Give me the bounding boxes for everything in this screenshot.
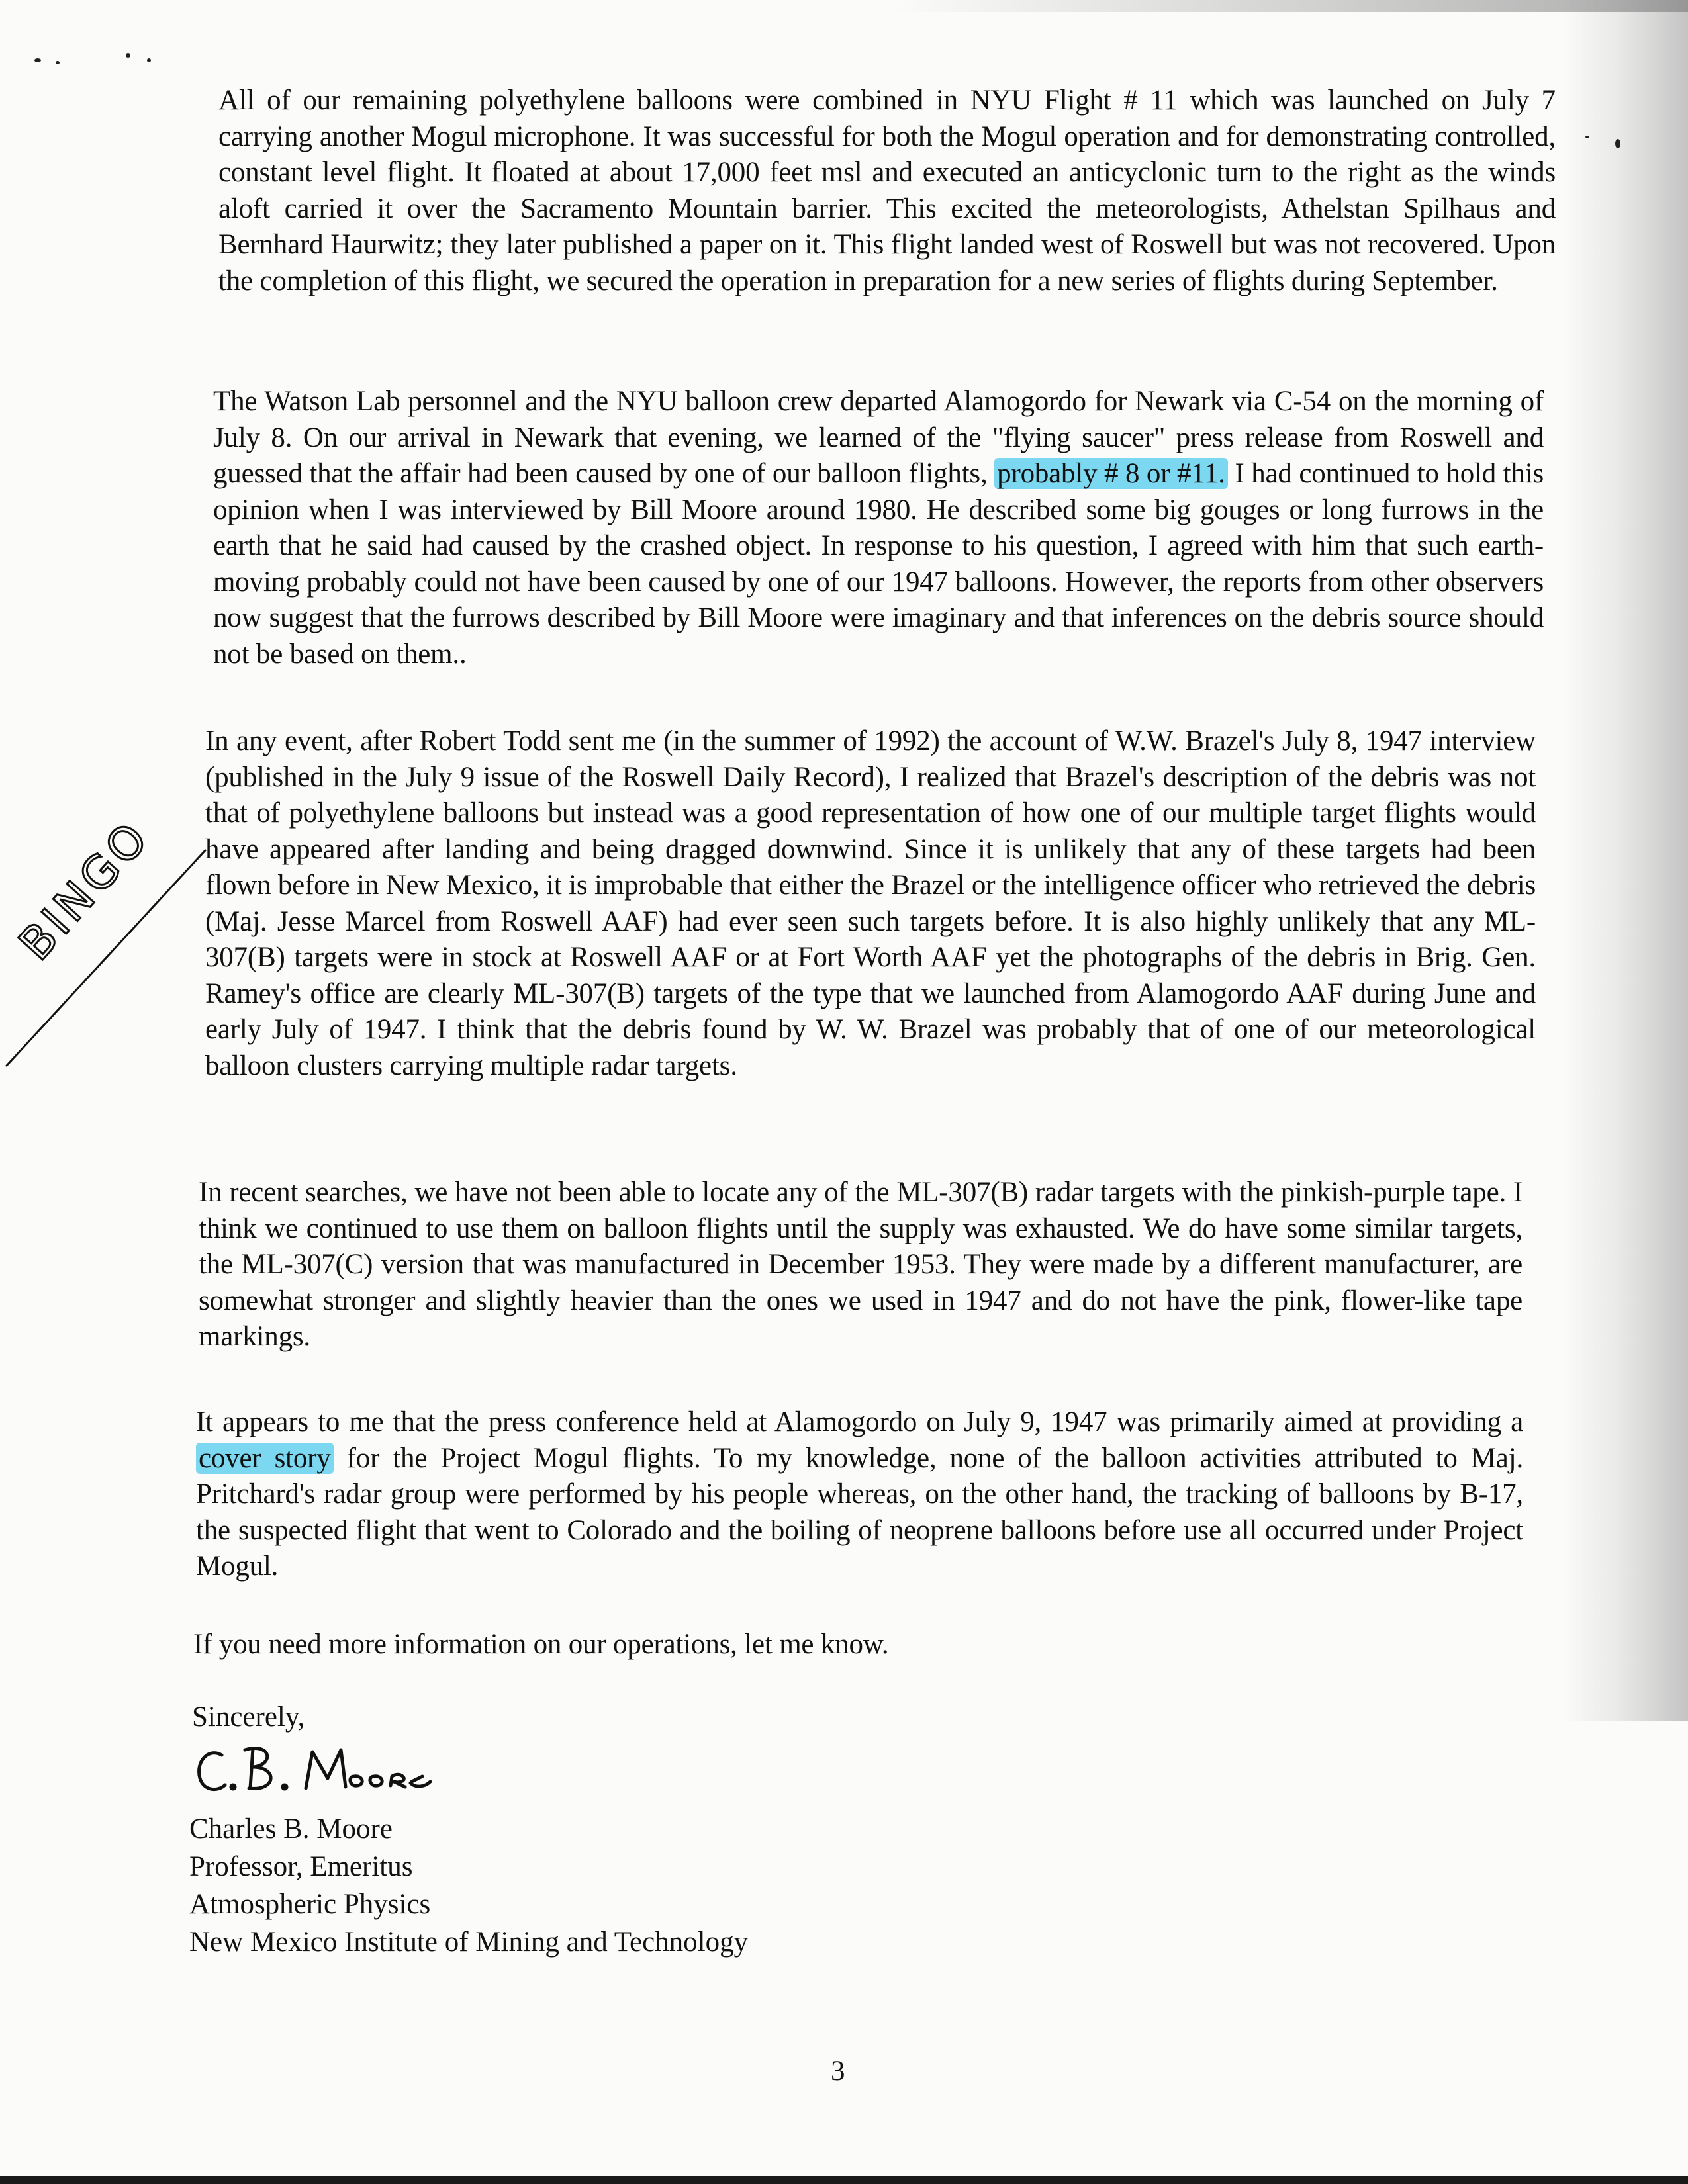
paragraph-text: In recent searches, we have not been able to locate any of the ML-307(B) radar targets with the pinkish-purple tape. I think we continued to use them on balloon flights until the supply was exhausted. We do have some similar targets, the ML-307(C) version that was manufactured in December 1953. They were made by a different manufacturer, are somewhat stronger and slightly heavier than the ones we used in 1947 and do not have the pink, flower-like tape markings.	[199, 1177, 1523, 1352]
scan-speck	[34, 58, 41, 62]
scan-speck	[147, 58, 151, 62]
highlighted-text-probably-8-or-11: probably # 8 or #11.	[994, 458, 1228, 489]
page-number: 3	[831, 2056, 845, 2087]
paragraph-brazel-debris	[205, 723, 1536, 1084]
scan-shadow-right	[1562, 0, 1688, 1721]
paragraph-text: If you need more information on our operations, let me know.	[193, 1629, 889, 1660]
scan-edge-bottom	[0, 2176, 1688, 2184]
paragraph-flight-11	[218, 83, 1556, 299]
signatory-name: Charles B. Moore	[189, 1813, 393, 1844]
paragraph-newark-departure	[213, 384, 1544, 672]
scan-shadow-top	[894, 0, 1688, 12]
scan-speck	[1585, 136, 1589, 138]
paragraph-radar-targets	[199, 1175, 1523, 1355]
scan-speck	[1615, 139, 1620, 148]
margin-annotation-bingo	[0, 814, 212, 1092]
signature-block	[189, 1810, 748, 1961]
margin-annotation-text: BINGO	[9, 814, 161, 971]
signatory-institution: New Mexico Institute of Mining and Technology	[189, 1927, 749, 1958]
paragraph-text-before: The Watson Lab personnel and the NYU balloon crew departed Alamogordo for Newark via C-54 on the morning of July 8. On our arrival in Newark that evening, we learned of the "flying saucer" press release from Roswell and guessed that the affair had been caused by one of our balloon flights,	[213, 386, 1544, 489]
paragraph-text-after: for the Project Mogul flights. To my knowledge, none of the balloon activities attributed to Maj. Pritchard's radar group were performed by his people whereas, on the other hand, the tracking of balloons by B-17, the suspected flight that went to Colorado and the boiling of neoprene balloons before use all occurred under Project Mogul.	[196, 1442, 1523, 1582]
paragraph-text: In any event, after Robert Todd sent me (in the summer of 1992) the account of W.W. Brazel's July 8, 1947 interview (published in the July 9 issue of the Roswell Daily Record), I realized that Brazel's description of the debris was not that of polyethylene balloons but instead was a good representation of how one of our multiple target flights would have appeared after landing and being dragged downwind. Since it is unlikely that any of these targets had been flown before in New Mexico, it is improbable that either the Brazel or the intelligence officer who retrieved the debris (Maj. Jesse Marcel from Roswell AAF) had ever seen such targets before. It is also highly unlikely that any ML-307(B) targets were in stock at Roswell AAF or at Fort Worth AAF yet the photographs of the debris in Brig. Gen. Ramey's office are clearly ML-307(B) targets of the type that we launched from Alamogordo AAF during June and early July of 1947. I think that the debris found by W. W. Brazel was probably that of one of our meteorological balloon clusters carrying multiple radar targets.	[205, 725, 1536, 1081]
paragraph-more-info	[193, 1627, 1517, 1663]
paragraph-text-after: I had continued to hold this opinion when I was interviewed by Bill Moore around 1980. He described some big gouges or long furrows in the earth that he said had caused by the crashed object. In response to his question, I agreed with him that such earth-moving probably could not have been caused by one of our 1947 balloons. However, the reports from other observers now suggest that the furrows described by Bill Moore were imaginary and that inferences on the debris source should not be based on them..	[213, 458, 1544, 670]
highlighted-text-cover-story: cover story	[196, 1443, 334, 1474]
signatory-department: Atmospheric Physics	[189, 1889, 431, 1920]
scan-speck	[126, 53, 130, 58]
paragraph-text	[196, 1404, 1523, 1585]
scan-speck	[56, 61, 60, 64]
paragraph-text	[213, 384, 1544, 672]
paragraph-cover-story	[196, 1404, 1523, 1585]
signatory-title: Professor, Emeritus	[189, 1851, 413, 1882]
paragraph-text-before: It appears to me that the press conference held at Alamogordo on July 9, 1947 was primarily aimed at providing a	[196, 1406, 1523, 1437]
closing-salutation: Sincerely,	[192, 1702, 305, 1733]
margin-annotation-drawing	[0, 814, 212, 1092]
paragraph-text: All of our remaining polyethylene balloons were combined in NYU Flight # 11 which was launched on July 7 carrying another Mogul microphone. It was successful for both the Mogul operation and for demonstrating controlled, constant level flight. It floated at about 17,000 feet msl and executed an anticyclonic turn to the right as the winds aloft carried it over the Sacramento Mountain barrier. This excited the meteorologists, Athelstan Spilhaus and Bernhard Haurwitz; they later published a paper on it. This flight landed west of Roswell but was not recovered. Upon the completion of this flight, we secured the operation in preparation for a new series of flights during September.	[218, 85, 1556, 296]
handwritten-signature	[192, 1735, 496, 1801]
